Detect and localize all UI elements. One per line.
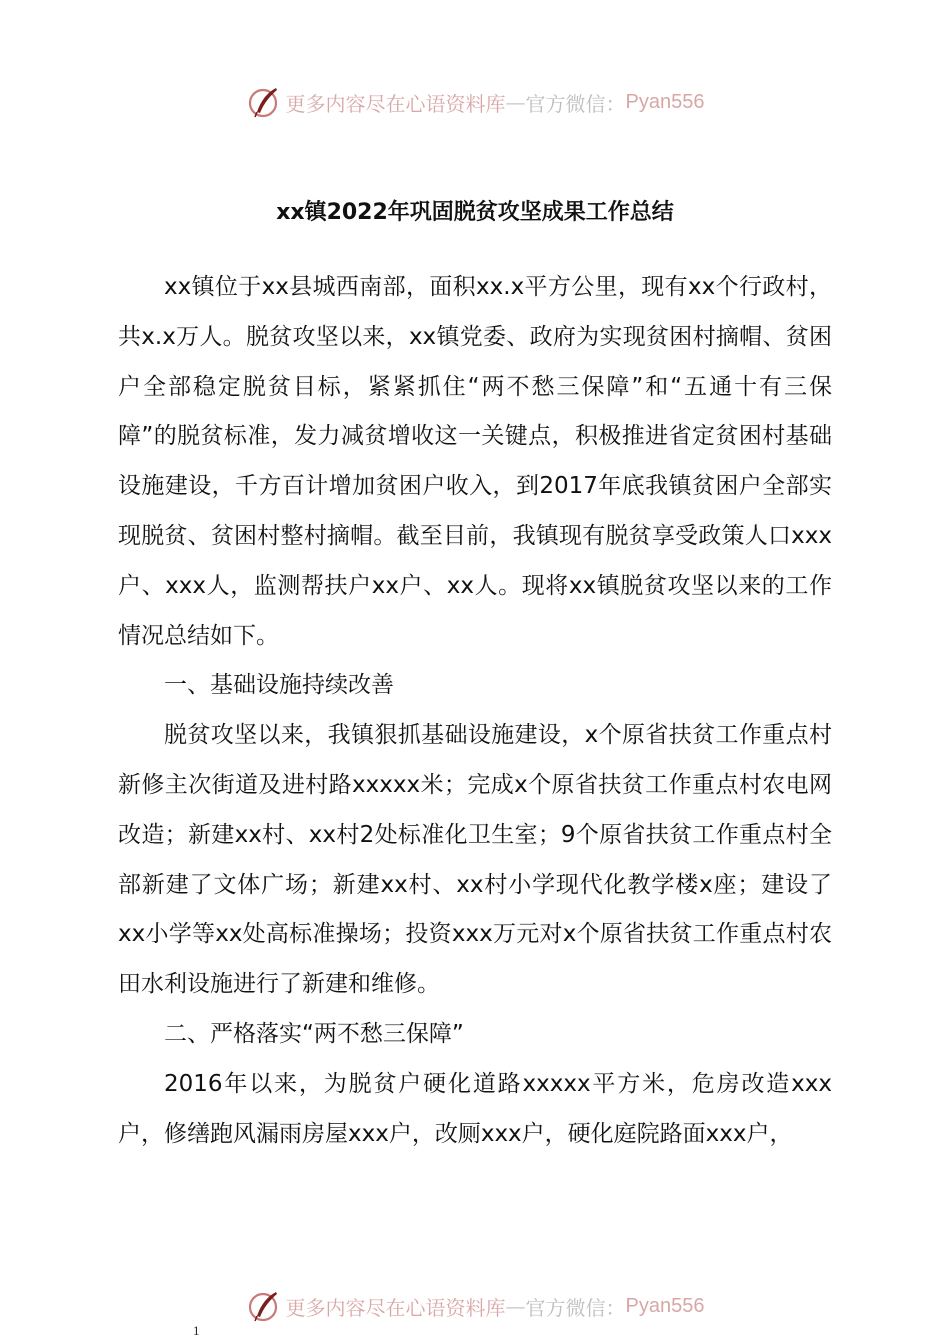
banner-contact-label: 官方微信： — [525, 1295, 626, 1320]
banner-text: 更多内容尽在心语资料库 — [285, 1295, 506, 1320]
quill-logo-icon — [246, 84, 282, 120]
banner-contact-id: Pyan556 — [625, 1294, 705, 1317]
header-watermark-banner — [0, 80, 950, 124]
banner-contact-label: 官方微信： — [525, 91, 626, 116]
banner-contact-id: Pyan556 — [625, 90, 705, 113]
quill-logo-icon — [246, 1288, 282, 1324]
document-title: xx镇2022年巩固脱贫攻坚成果工作总结 — [276, 200, 674, 225]
document-body — [118, 263, 832, 1159]
section-heading-1: 一、基础设施持续改善 — [164, 672, 394, 699]
banner-text: 更多内容尽在心语资料库 — [285, 91, 506, 116]
section-paragraph-1: 脱贫攻坚以来，我镇狠抓基础设施建设，x个原省扶贫工作重点村新修主次街道及进村路xxxxx米；完成x个原省扶贫工作重点村农电网改造；新建xx村、xx村2处标准化卫生室；9个原省扶贫工作重点村全部新建了文体广场；新建xx村、xx村小学现代化教学楼x座；建设了xx小学等xx处高标准操场；投资xxx万元对x个原省扶贫工作重点村农田水利设施进行了新建和维修。 — [118, 722, 832, 998]
section-paragraph-2: 2016年以来，为脱贫户硬化道路xxxxx平方米，危房改造xxx户，修缮跑风漏雨房屋xxx户，改厕xxx户，硬化庭院路面xxx户， — [118, 1070, 832, 1147]
section-heading-2: 二、严格落实“两不愁三保障” — [164, 1020, 464, 1047]
intro-paragraph: xx镇位于xx县城西南部，面积xx.x平方公里，现有xx个行政村，共x.x万人。脱贫攻坚以来，xx镇党委、政府为实现贫困村摘帽、贫困户全部稳定脱贫目标，紧紧抓住“两不愁三保障”和“五通十有三保障”的脱贫标准，发力减贫增收这一关键点，积极推进省定贫困村基础设施建设，千方百计增加贫困户收入，到2017年底我镇贫困户全部实现脱贫、贫困村整村摘帽。截至目前，我镇现有脱贫享受政策人口xxx户、xxx人，监测帮扶户xx户、xx人。现将xx镇脱贫攻坚以来的工作情况总结如下。 — [118, 274, 832, 649]
footer-watermark-banner — [0, 1284, 950, 1328]
page-number: 1 — [193, 1323, 200, 1338]
banner-dash: — — [505, 90, 526, 114]
banner-dash: — — [505, 1294, 526, 1318]
